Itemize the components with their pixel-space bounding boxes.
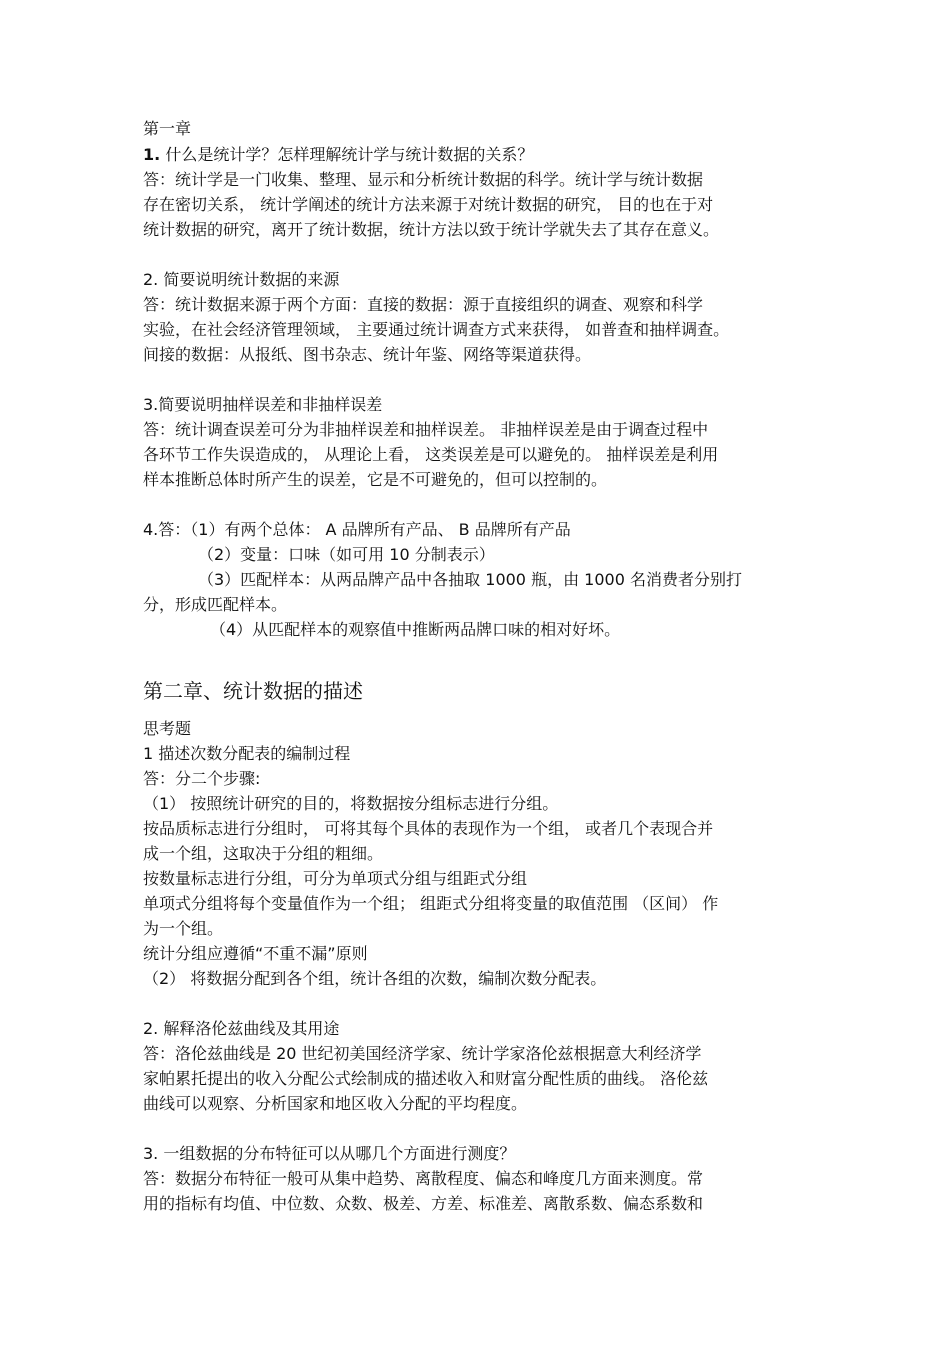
chapter1-q4-line: （2）变量：口味（如可用 10 分制表示） (198, 545, 495, 564)
chapter2-title: 第二章、统计数据的描述 (143, 679, 363, 703)
chapter2-q2-answer-line: 曲线可以观察、分析国家和地区收入分配的平均程度。 (143, 1094, 528, 1113)
chapter1-q1-answer-line: 存在密切关系， 统计学阐述的统计方法来源于对统计数据的研究， 目的也在于对 (143, 195, 714, 214)
chapter2-q1-heading: 1 描述次数分配表的编制过程 (143, 744, 351, 763)
chapter1-q4-line: 4.答：（1）有两个总体： A 品牌所有产品、 B 品牌所有产品 (143, 520, 571, 539)
chapter2-q1-answer-line: （1） 按照统计研究的目的，将数据按分组标志进行分组。 (143, 794, 559, 813)
chapter2-q1-answer-line: 答：分二个步骤: (143, 769, 261, 788)
chapter1-q2-answer-line: 间接的数据：从报纸、图书杂志、统计年鉴、网络等渠道获得。 (143, 345, 592, 364)
chapter1-q2-answer-line: 答：统计数据来源于两个方面：直接的数据：源于直接组织的调查、观察和科学 (143, 295, 704, 314)
chapter1-q2-answer-line: 实验，在社会经济管理领域， 主要通过统计调查方式来获得， 如普查和抽样调查。 (143, 320, 730, 339)
chapter1-q2-heading: 2. 简要说明统计数据的来源 (143, 270, 340, 289)
chapter1-q4-line: （4）从匹配样本的观察值中推断两品牌口味的相对好坏。 (210, 620, 621, 639)
chapter1-q3-answer-line: 各环节工作失误造成的， 从理论上看， 这类误差是可以避免的。 抽样误差是利用 (143, 445, 719, 464)
chapter1-q4-line: （3）匹配样本：从两品牌产品中各抽取 1000 瓶，由 1000 名消费者分别打 (198, 570, 742, 589)
chapter1-q1-text: 什么是统计学？怎样理解统计学与统计数据的关系？ (165, 145, 534, 164)
chapter1-q3-answer-line: 答：统计调查误差可分为非抽样误差和抽样误差。 非抽样误差是由于调查过程中 (143, 420, 709, 439)
chapter1-q3-heading: 3.简要说明抽样误差和非抽样误差 (143, 395, 383, 414)
chapter2-q2-answer-line: 答：洛伦兹曲线是 20 世纪初美国经济学家、统计学家洛伦兹根据意大利经济学 (143, 1044, 702, 1063)
chapter1-q1-number: 1. (143, 145, 161, 164)
chapter1-q1-answer-line: 统计数据的研究，离开了统计数据，统计方法以致于统计学就失去了其存在意义。 (143, 220, 720, 239)
chapter1-q1-heading (143, 144, 533, 166)
chapter1-q3-answer-line: 样本推断总体时所产生的误差，它是不可避免的，但可以控制的。 (143, 470, 608, 489)
chapter2-q1-answer-line: 单项式分组将每个变量值作为一个组； 组距式分组将变量的取值范围 （区间） 作 (143, 894, 719, 913)
chapter1-title: 第一章 (143, 119, 192, 138)
chapter2-q1-answer-line: 为一个组。 (143, 919, 224, 938)
chapter2-q1-answer-line: 成一个组，这取决于分组的粗细。 (143, 844, 384, 863)
chapter2-q1-answer-line: （2） 将数据分配到各个组，统计各组的次数，编制次数分配表。 (143, 969, 607, 988)
chapter1-q1-answer-line: 答：统计学是一门收集、整理、显示和分析统计数据的科学。统计学与统计数据 (143, 170, 704, 189)
chapter2-q1-answer-line: 按数量标志进行分组，可分为单项式分组与组距式分组 (143, 869, 528, 888)
chapter1-q4-line: 分，形成匹配样本。 (143, 595, 288, 614)
chapter2-q3-heading: 3. 一组数据的分布特征可以从哪几个方面进行测度？ (143, 1144, 516, 1163)
chapter2-q1-answer-line: 按品质标志进行分组时， 可将其每个具体的表现作为一个组， 或者几个表现合并 (143, 819, 714, 838)
chapter2-q3-answer-line: 用的指标有均值、中位数、众数、极差、方差、标准差、离散系数、偏态系数和 (143, 1194, 704, 1213)
chapter2-q1-answer-line: 统计分组应遵循“不重不漏”原则 (143, 944, 368, 963)
chapter2-subtitle: 思考题 (143, 719, 192, 738)
chapter2-q2-answer-line: 家帕累托提出的收入分配公式绘制成的描述收入和财富分配性质的曲线。 洛伦兹 (143, 1069, 709, 1088)
chapter2-q2-heading: 2. 解释洛伦兹曲线及其用途 (143, 1019, 340, 1038)
chapter2-q3-answer-line: 答：数据分布特征一般可从集中趋势、离散程度、偏态和峰度几方面来测度。常 (143, 1169, 704, 1188)
